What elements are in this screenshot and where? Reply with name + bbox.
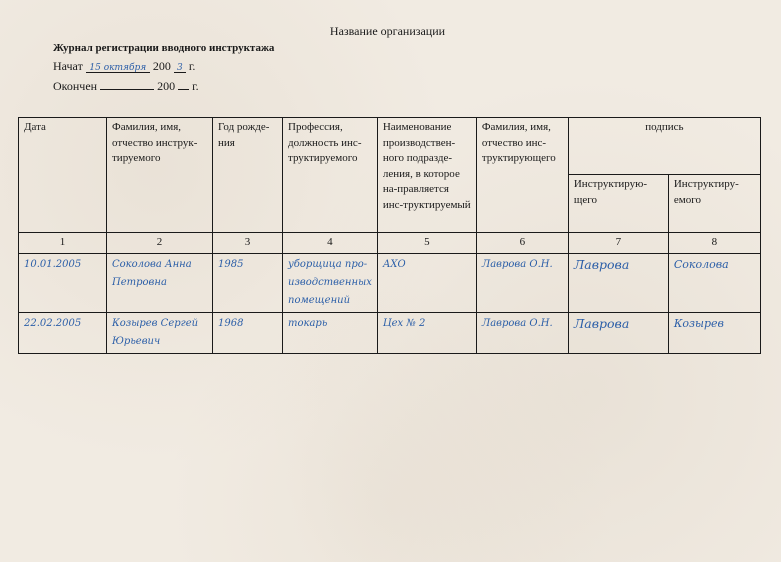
date-cell — [19, 253, 107, 312]
trainee-name-cell — [107, 253, 213, 312]
ended-label: Окончен — [53, 79, 98, 93]
column-number: 7 — [568, 233, 668, 254]
instructor-signature: Лаврова — [573, 315, 630, 331]
instructor-signature-cell — [568, 312, 668, 353]
column-number: 4 — [283, 233, 378, 254]
ended-line — [53, 76, 199, 94]
department-value: АХО — [382, 258, 406, 270]
trainee-signature-cell — [668, 253, 760, 312]
birth-year-cell — [213, 253, 283, 312]
profession-cell — [283, 312, 378, 353]
registration-table — [18, 117, 761, 354]
birth-year-value: 1985 — [218, 258, 244, 270]
organization-name: Название организации — [329, 24, 446, 38]
column-number: 1 — [19, 233, 107, 254]
column-number: 2 — [107, 233, 213, 254]
trainee-signature: Козырев — [673, 316, 724, 330]
ended-year-field — [178, 76, 189, 90]
column-header-birth-year: Год рожде-ния — [213, 118, 283, 233]
column-header-department: Наименование производствен-ного подразде-ления, в которое на-правляется инс-труктируемый — [377, 118, 476, 233]
started-year-prefix: 200 — [152, 59, 171, 73]
column-header-trainee-name: Фамилия, имя, отчество инструк-тируемого — [107, 118, 213, 233]
trainee-signature-cell — [668, 312, 760, 353]
table-row — [19, 312, 761, 353]
ended-year-prefix: 200 — [157, 79, 176, 93]
date-value: 22.02.2005 — [24, 317, 82, 329]
column-header-signature: подпись — [568, 118, 760, 175]
column-header-instructor-signature: Инструктирую-щего — [568, 175, 668, 233]
trainee-name-cell — [107, 312, 213, 353]
date-value: 10.01.2005 — [24, 258, 82, 270]
column-header-profession: Профессия, должность инс-труктируемого — [283, 118, 378, 233]
started-day-value: 15 октября — [89, 63, 147, 73]
started-year-digit: 3 — [176, 63, 183, 73]
table-header-row — [19, 118, 761, 175]
column-number: 6 — [476, 233, 568, 254]
column-number-row — [19, 233, 761, 254]
instructor-signature: Лаврова — [573, 256, 630, 272]
column-number: 3 — [213, 233, 283, 254]
trainee-name-value: Соколова Анна Петровна — [112, 258, 192, 288]
instructor-name-cell — [476, 253, 568, 312]
trainee-name-value: Козырев Сергей Юрьевич — [112, 317, 199, 347]
birth-year-value: 1968 — [218, 317, 244, 329]
column-header-date: Дата — [19, 118, 107, 233]
column-header-instructor-name: Фамилия, имя, отчество инс-труктирующего — [476, 118, 568, 233]
instructor-name-cell — [476, 312, 568, 353]
table-row — [19, 253, 761, 312]
ended-day-field — [100, 76, 154, 90]
instructor-name-value: Лаврова О.Н. — [481, 317, 553, 329]
department-cell — [377, 253, 476, 312]
profession-cell — [283, 253, 378, 312]
department-value: Цех № 2 — [382, 317, 426, 329]
column-header-trainee-signature: Инструктиру-емого — [668, 175, 760, 233]
ended-year-suffix: г. — [192, 79, 199, 93]
department-cell — [377, 312, 476, 353]
profession-value: уборщица про-изводственных помещений — [288, 258, 372, 306]
column-number: 5 — [377, 233, 476, 254]
started-day-field — [86, 59, 150, 73]
started-label: Начат — [53, 59, 83, 73]
date-cell — [19, 312, 107, 353]
started-year-field — [174, 59, 186, 73]
birth-year-cell — [213, 312, 283, 353]
journal-title: Журнал регистрации вводного инструктажа — [53, 42, 275, 54]
started-year-suffix: г. — [188, 59, 196, 73]
instructor-name-value: Лаврова О.Н. — [481, 258, 553, 270]
instructor-signature-cell — [568, 253, 668, 312]
started-line — [53, 59, 195, 74]
column-number: 8 — [668, 233, 760, 254]
trainee-signature: Соколова — [673, 257, 729, 271]
profession-value: токарь — [288, 317, 328, 329]
